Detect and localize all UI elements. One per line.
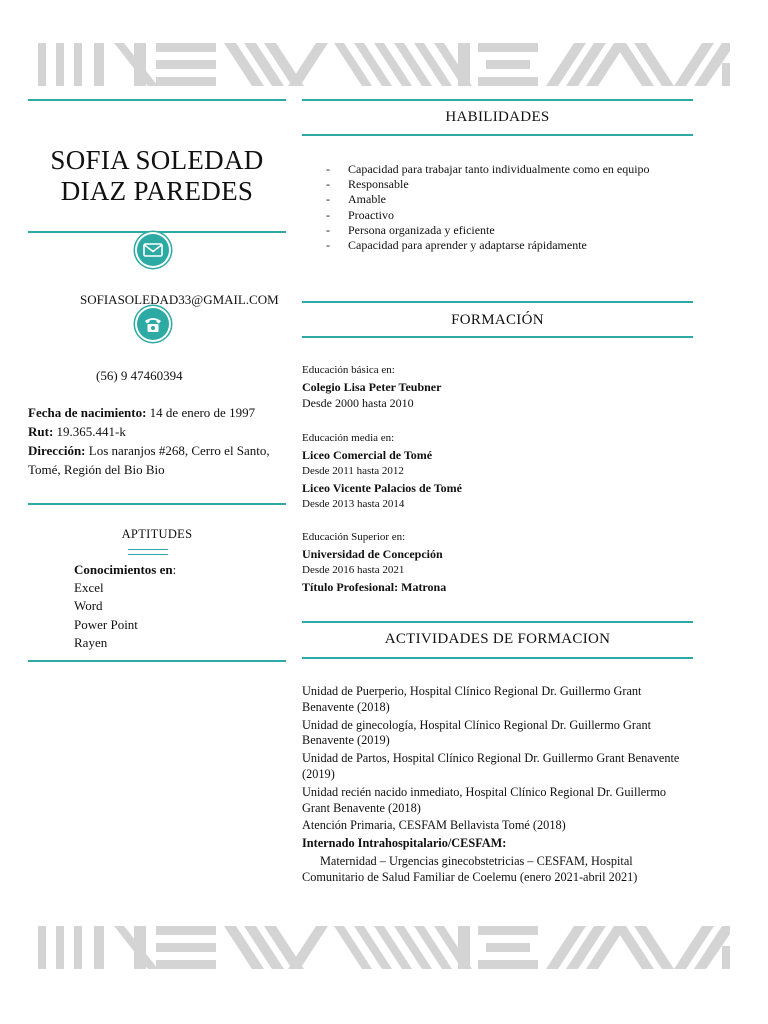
basic-years: Desde 2000 hasta 2010 — [302, 396, 414, 411]
activity-item: Unidad de ginecología, Hospital Clínico Regional Dr. Guillermo Grant Benavente (2019) — [302, 717, 652, 748]
superior-school: Universidad de Concepción — [302, 546, 443, 561]
decorative-banner-top — [38, 43, 730, 86]
address-label: Dirección: — [28, 443, 86, 458]
aptitude-item: Excel — [74, 580, 104, 596]
left-divider-personal — [28, 503, 286, 505]
superior-years: Desde 2016 hasta 2021 — [302, 564, 405, 577]
skill-text: Capacidad para trabajar tanto individualmente como en equipo — [348, 162, 650, 176]
skills-title: HABILIDADES — [445, 109, 550, 125]
internship-text: Maternidad – Urgencias ginecobstetricias – CESFAM, Hospital Comunitario de Salud Familiar de Coelemu (enero 2021-abril 2021) — [302, 853, 638, 884]
activity-item: Atención Primaria, CESFAM Bellavista Tomé (2018) — [302, 818, 566, 833]
skill-item: - Amable — [326, 192, 386, 207]
activity-item: Unidad recién nacido inmediato, Hospital Clínico Regional Dr. Guillermo Grant Benavente (2018) — [302, 784, 667, 815]
media-years-2: Desde 2013 hasta 2014 — [302, 498, 405, 511]
skill-text: Capacidad para aprender y adaptarse rápidamente — [348, 238, 587, 253]
aptitude-item: Power Point — [74, 616, 138, 632]
skills-divider-top — [302, 99, 693, 101]
degree: Título Profesional: Matrona — [302, 579, 447, 594]
skill-item: - Proactivo — [326, 207, 394, 222]
media-school-2: Liceo Vicente Palacios de Tomé — [302, 480, 462, 495]
internship-title-text: Internado Intrahospitalario/CESFAM: — [302, 836, 507, 851]
education-media — [302, 430, 692, 513]
education-title: FORMACIÓN — [451, 312, 544, 328]
rut-value: 19.365.441-k — [53, 424, 126, 439]
activities-list — [302, 684, 694, 888]
birth-date-label: Fecha de nacimiento: — [28, 405, 147, 420]
skill-item: - Capacidad para aprender y adaptarse rápidamente — [326, 238, 587, 253]
basic-school: Colegio Lisa Peter Teubner — [302, 379, 442, 394]
email-text: SOFIASOLEDAD33@GMAIL.COM — [80, 292, 279, 307]
left-divider-bottom — [28, 660, 286, 662]
candidate-name — [28, 145, 286, 207]
media-label: Educación media en: — [302, 432, 395, 444]
name-line-1: SOFIA SOLEDAD — [50, 145, 264, 175]
left-divider-name — [28, 231, 286, 233]
phone-text: (56) 9 47460394 — [96, 368, 183, 383]
education-divider-bottom — [302, 336, 693, 338]
skill-text: Responsable — [348, 177, 409, 192]
skill-item: - Responsable — [326, 177, 409, 192]
rut-label: Rut: — [28, 424, 54, 439]
birth-date-row — [28, 403, 278, 422]
knowledge-heading — [74, 561, 176, 579]
knowledge-colon: : — [172, 562, 177, 577]
activities-divider-top — [302, 621, 693, 623]
media-years-1: Desde 2011 hasta 2012 — [302, 465, 404, 478]
skill-item: - Persona organizada y eficiente — [326, 222, 495, 237]
education-divider-top — [302, 301, 693, 303]
birth-date-value: 14 de enero de 1997 — [146, 405, 256, 420]
name-line-2: DIAZ PAREDES — [60, 176, 254, 206]
phone-icon — [137, 308, 169, 340]
address-value: Los naranjos #268, Cerro el Santo, Tomé, Región del Bio Bio — [28, 443, 270, 477]
left-divider-top — [28, 99, 286, 101]
education-basic — [302, 362, 692, 412]
envelope-icon — [137, 234, 169, 266]
rut-row — [28, 422, 278, 441]
superior-label: Educación Superior en: — [302, 531, 406, 543]
skill-text: Persona organizada y eficiente — [348, 222, 495, 237]
address-row — [28, 441, 278, 479]
decorative-banner-bottom — [38, 926, 730, 969]
internship-title — [302, 836, 694, 852]
skills-divider-bottom — [302, 134, 693, 136]
knowledge-label: Conocimientos en — [74, 562, 173, 577]
aptitudes-underline — [128, 549, 168, 555]
skill-text: Amable — [348, 192, 386, 207]
aptitudes-list — [74, 561, 176, 652]
activity-item: Unidad de Puerperio, Hospital Clínico Regional Dr. Guillermo Grant Benavente (2018) — [302, 684, 642, 714]
skill-text: Proactivo — [348, 207, 394, 222]
education-superior — [302, 529, 692, 595]
media-school-1: Liceo Comercial de Tomé — [302, 447, 433, 462]
personal-info — [28, 403, 278, 479]
skills-list — [326, 162, 650, 253]
activities-divider-bottom — [302, 657, 693, 659]
skill-item: - Capacidad para trabajar tanto individualmente como en equipo — [326, 162, 650, 176]
aptitude-item: Word — [74, 598, 103, 614]
aptitude-item: Rayen — [74, 634, 108, 650]
activities-title: ACTIVIDADES DE FORMACION — [384, 631, 611, 647]
basic-label: Educación básica en: — [302, 364, 395, 376]
aptitudes-title: APTITUDES — [121, 527, 193, 541]
activity-item: Unidad de Partos, Hospital Clínico Regional Dr. Guillermo Grant Benavente (2019) — [302, 751, 680, 781]
